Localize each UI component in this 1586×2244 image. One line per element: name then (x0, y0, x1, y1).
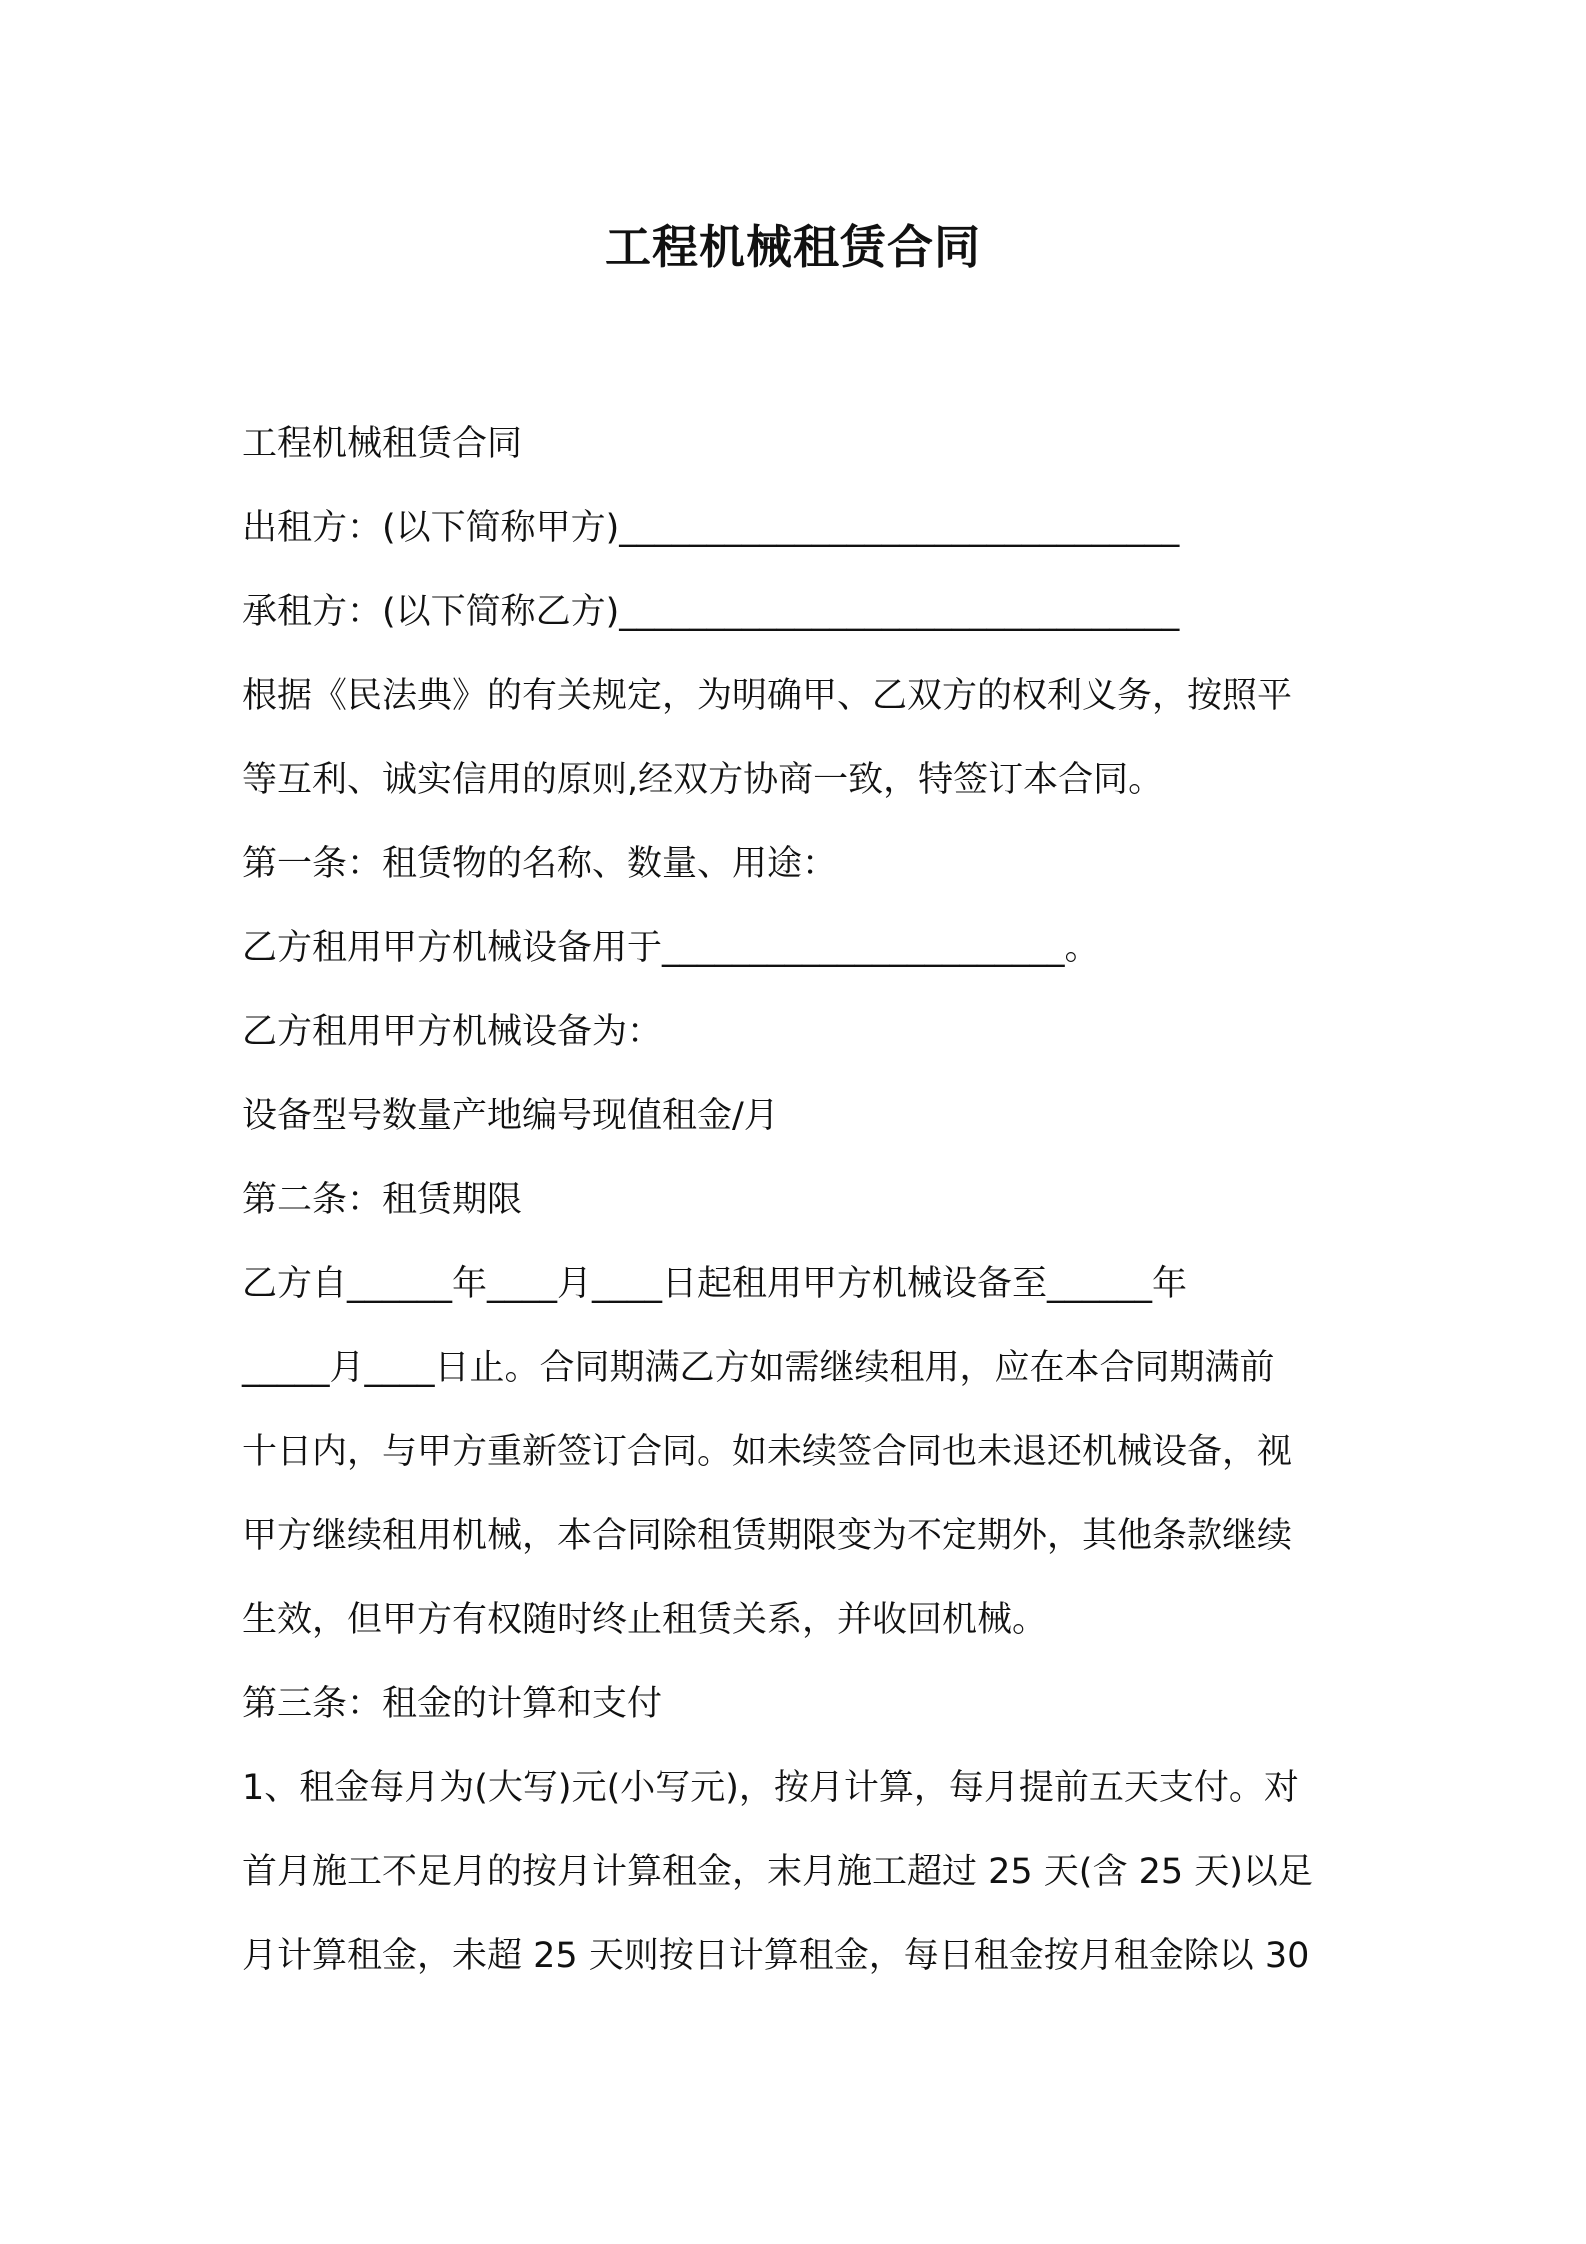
preamble-line-2: 等互利、诚实信用的原则,经双方协商一致，特签订本合同。 (242, 760, 1164, 800)
article-3-heading: 第三条：租金的计算和支付 (242, 1684, 663, 1724)
article-1-equipment-line: 乙方租用甲方机械设备为： (242, 1012, 663, 1052)
lessor-line: 出租方：(以下简称甲方)________________________________ (242, 508, 1180, 548)
article-3-line-1: 1、租金每月为(大写)元(小写元)，按月计算，每月提前五天支付。对 (242, 1768, 1299, 1808)
article-2-line-3: 十日内，与甲方重新签订合同。如未续签合同也未退还机械设备，视 (242, 1432, 1293, 1472)
article-2-line-1: 乙方自______年____月____日起租用甲方机械设备至______年 (242, 1264, 1188, 1304)
preamble-line-1: 根据《民法典》的有关规定，为明确甲、乙双方的权利义务，按照平 (242, 676, 1293, 716)
article-3-line-3: 月计算租金，未超 25 天则按日计算租金，每日租金按月租金除以 30 (242, 1936, 1310, 1976)
article-2-heading: 第二条：租赁期限 (242, 1180, 523, 1220)
document-title: 工程机械租赁合同 (605, 220, 981, 274)
article-2-line-4: 甲方继续租用机械，本合同除租赁期限变为不定期外，其他条款继续 (242, 1516, 1293, 1556)
article-1-equipment-columns: 设备型号数量产地编号现值租金/月 (242, 1096, 779, 1136)
article-1-heading: 第一条：租赁物的名称、数量、用途： (242, 844, 838, 884)
lessee-line: 承租方：(以下简称乙方)________________________________ (242, 592, 1180, 632)
article-1-purpose-line: 乙方租用甲方机械设备用于_______________________。 (242, 928, 1100, 968)
subtitle-line: 工程机械租赁合同 (242, 424, 523, 464)
article-2-line-5: 生效，但甲方有权随时终止租赁关系，并收回机械。 (242, 1600, 1048, 1640)
article-3-line-2: 首月施工不足月的按月计算租金，末月施工超过 25 天(含 25 天)以足 (242, 1852, 1313, 1892)
document-body (242, 402, 1362, 1998)
article-2-line-2: _____月____日止。合同期满乙方如需继续租用，应在本合同期满前 (242, 1348, 1275, 1388)
